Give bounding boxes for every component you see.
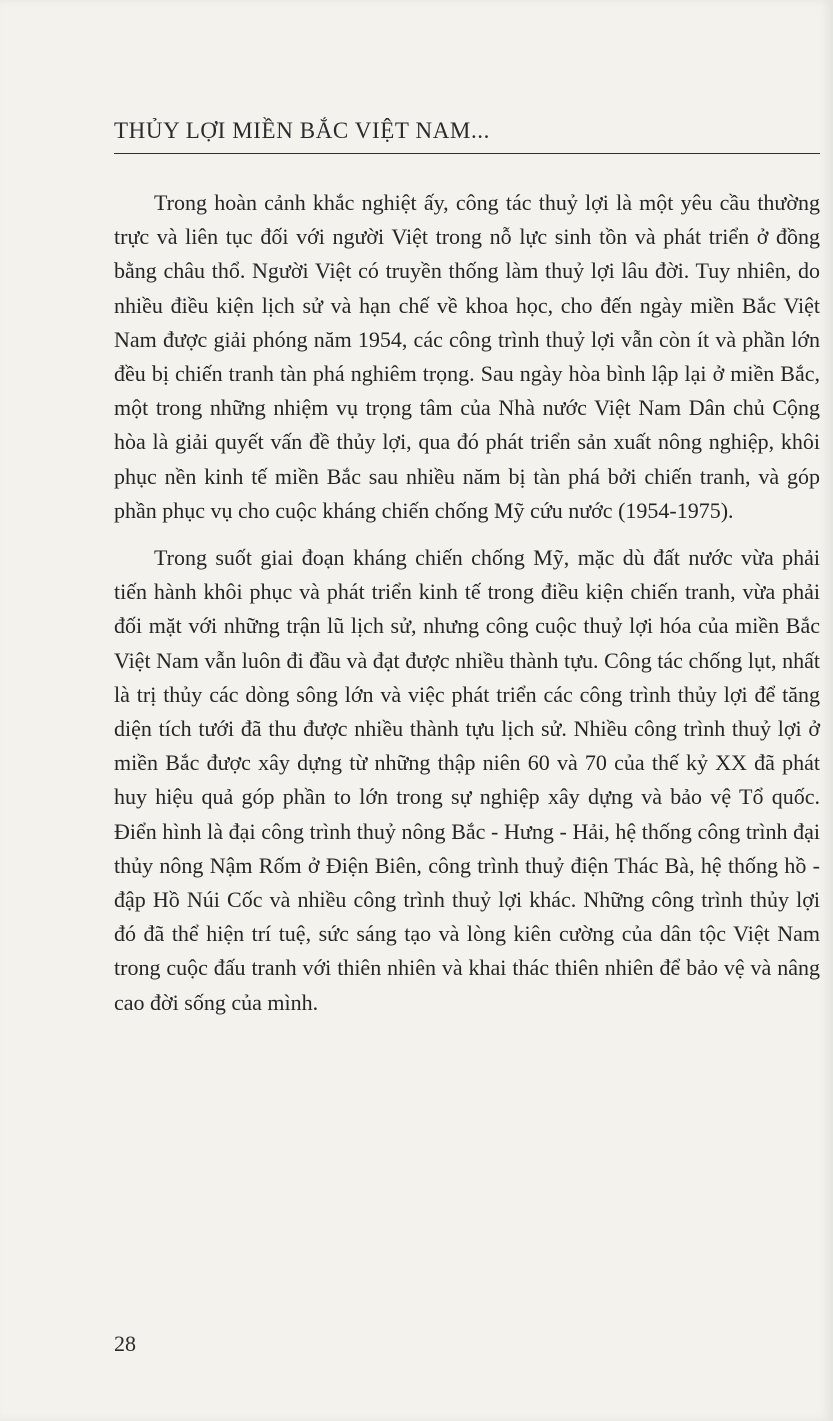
- header-divider: [114, 153, 820, 154]
- paragraph-1: Trong hoàn cảnh khắc nghiệt ấy, công tác thuỷ lợi là một yêu cầu thường trực và liên tục đối với người Việt trong nỗ lực sinh tồn và phát triển ở đồng bằng châu thổ. Người Việt có truyền thống làm thuỷ lợi lâu đời. Tuy nhiên, do nhiều điều kiện lịch sử và hạn chế về khoa học, cho đến ngày miền Bắc Việt Nam được giải phóng năm 1954, các công trình thuỷ lợi vẫn còn ít và phần lớn đều bị chiến tranh tàn phá nghiêm trọng. Sau ngày hòa bình lập lại ở miền Bắc, một trong những nhiệm vụ trọng tâm của Nhà nước Việt Nam Dân chủ Cộng hòa là giải quyết vấn đề thủy lợi, qua đó phát triển sản xuất nông nghiệp, khôi phục nền kinh tế miền Bắc sau nhiều năm bị tàn phá bởi chiến tranh, và góp phần phục vụ cho cuộc kháng chiến chống Mỹ cứu nước (1954-1975).: [114, 190, 820, 523]
- running-header: THỦY LỢI MIỀN BẮC VIỆT NAM...: [114, 118, 491, 143]
- page-number: 28: [114, 1331, 136, 1356]
- paragraph-2: Trong suốt giai đoạn kháng chiến chống Mỹ, mặc dù đất nước vừa phải tiến hành khôi phục và phát triển kinh tế trong điều kiện chiến tranh, vừa phải đối mặt với những trận lũ lịch sử, nhưng công cuộc thuỷ lợi hóa của miền Bắc Việt Nam vẫn luôn đi đầu và đạt được nhiều thành tựu. Công tác chống lụt, nhất là trị thủy các dòng sông lớn và việc phát triển các công trình thủy lợi để tăng diện tích tưới đã thu được nhiều thành tựu lịch sử. Nhiều công trình thuỷ lợi ở miền Bắc được xây dựng từ những thập niên 60 và 70 của thế kỷ XX đã phát huy hiệu quả góp phần to lớn trong sự nghiệp xây dựng và bảo vệ Tổ quốc. Điển hình là đại công trình thuỷ nông Bắc - Hưng - Hải, hệ thống công trình đại thủy nông Nậm Rốm ở Điện Biên, công trình thuỷ điện Thác Bà, hệ thống hồ - đập Hồ Núi Cốc và nhiều công trình thuỷ lợi khác. Những công trình thủy lợi đó đã thể hiện trí tuệ, sức sáng tạo và lòng kiên cường của dân tộc Việt Nam trong cuộc đấu tranh với thiên nhiên và khai thác thiên nhiên để bảo vệ và nâng cao đời sống của mình.: [114, 545, 820, 1015]
- body-text: [114, 186, 820, 1020]
